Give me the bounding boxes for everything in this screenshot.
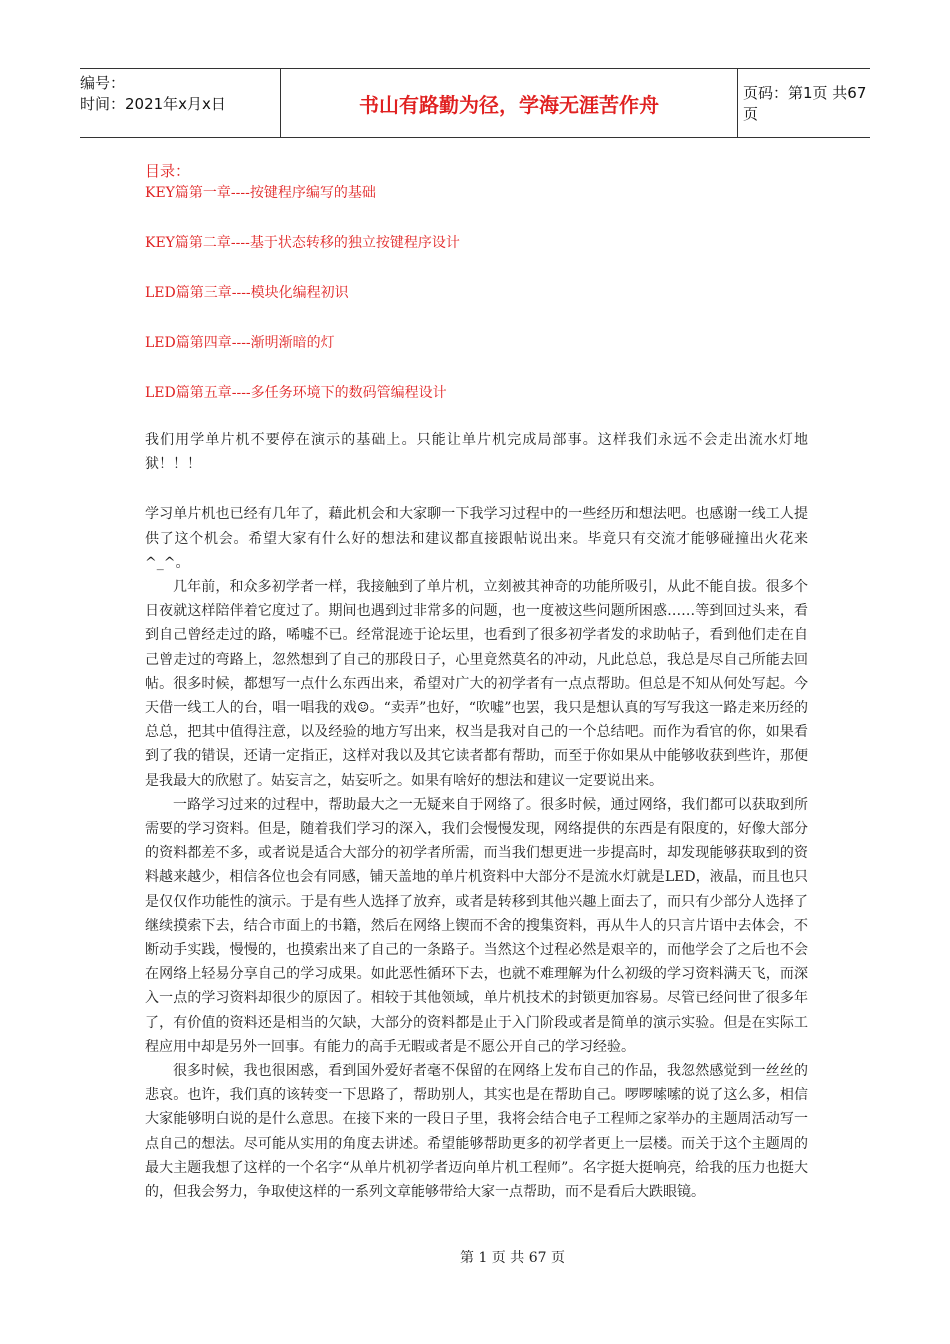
page-footer: 第 1 页 共 67 页 bbox=[460, 1250, 565, 1266]
header-left-cell bbox=[80, 69, 280, 141]
intro-paragraph: 我们用学单片机不要停在演示的基础上。只能让单片机完成局部事。这样我们永远不会走出流水灯地狱！！！ bbox=[145, 432, 808, 473]
body-paragraph: 一路学习过来的过程中，帮助最大之一无疑来自于网络了。很多时候，通过网络，我们都可以获取到所需要的学习资料。但是，随着我们学习的深入，我们会慢慢发现，网络提供的东西是有限度的，好像大部分的资料都差不多，或者说是适合大部分的初学者所需，而当我们想更进一步提高时，却发现能够获取到的资料越来越少，相信各位也会有同感，铺天盖地的单片机资料中大部分不是流水灯就是LED，液晶，而且也只是仅仅作功能性的演示。于是有些人选择了放弃，或者是转移到其他兴趣上面去了，而只有少部分人选择了继续摸索下去，结合市面上的书籍，然后在网络上锲而不舍的搜集资料，再从牛人的只言片语中去体会，不断动手实践，慢慢的，也摸索出来了自己的一条路子。当然这个过程必然是艰辛的，而他学会了之后也不会在网络上轻易分享自己的学习成果。如此恶性循环下去，也就不难理解为什么初级的学习资料满天飞，而深入一点的学习资料却很少的原因了。相较于其他领域，单片机技术的封锁更加容易。尽管已经问世了很多年了，有价值的资料还是相当的欠缺，大部分的资料都是止于入门阶段或者是简单的演示实验。但是在实际工程应用中却是另外一回事。有能力的高手无暇或者是不愿公开自己的学习经验。 bbox=[145, 796, 808, 1055]
toc-item: LED篇第四章----渐明渐暗的灯 bbox=[145, 335, 335, 351]
toc-item: LED篇第三章----模块化编程初识 bbox=[145, 285, 349, 301]
toc-item: KEY篇第一章----按键程序编写的基础 bbox=[145, 185, 376, 201]
body-paragraph: 很多时候，我也很困惑，看到国外爱好者毫不保留的在网络上发布自己的作品，我忽然感觉到一丝丝的悲哀。也许，我们真的该转变一下思路了，帮助别人，其实也是在帮助自己。啰啰嗦嗦的说了这么多，相信大家能够明白说的是什么意思。在接下来的一段日子里，我将会结合电子工程师之家举办的主题周活动写一点自己的想法。尽可能从实用的角度去讲述。希望能够帮助更多的初学者更上一层楼。而关于这个主题周的最大主题我想了这样的一个名字“从单片机初学者迈向单片机工程师”。名字挺大挺响亮，给我的压力也挺大的，但我会努力，争取使这样的一系列文章能够带给大家一点帮助，而不是看后大跌眼镜。 bbox=[145, 1063, 808, 1201]
page-header bbox=[80, 68, 870, 138]
date-label: 时间：2021年x月x日 bbox=[80, 95, 226, 113]
toc-item: LED篇第五章----多任务环境下的数码管编程设计 bbox=[145, 385, 447, 401]
header-page-label: 页码：第1页 共67页 bbox=[743, 84, 867, 123]
body-paragraph: 学习单片机也已经有几年了，藉此机会和大家聊一下我学习过程中的一些经历和想法吧。也感谢一线工人提供了这个机会。希望大家有什么好的想法和建议都直接跟帖说出来。毕竟只有交流才能够碰撞出火花来^_^。 bbox=[145, 506, 808, 571]
toc-title: 目录： bbox=[145, 162, 191, 180]
toc-item: KEY篇第二章----基于状态转移的独立按键程序设计 bbox=[145, 235, 460, 251]
document-body bbox=[145, 160, 808, 1204]
header-motto: 书山有路勤为径，学海无涯苦作舟 bbox=[280, 69, 738, 137]
toc-list bbox=[145, 182, 808, 404]
number-label: 编号： bbox=[80, 74, 126, 92]
body-paragraph: 几年前，和众多初学者一样，我接触到了单片机，立刻被其神奇的功能所吸引，从此不能自拔。很多个日夜就这样陪伴着它度过了。期间也遇到过非常多的问题，也一度被这些问题所困惑……等到回过头来，看到自己曾经走过的路，唏嘘不已。经常混迹于论坛里，也看到了很多初学者发的求助帖子，看到他们走在自己曾走过的弯路上，忽然想到了自己的那段日子，心里竟然莫名的冲动，凡此总总，我总是尽自己所能去回帖。很多时候，都想写一点什么东西出来，希望对广大的初学者有一点点帮助。但总是不知从何处写起。今天借一线工人的台，唱一唱我的戏☺。“卖弄”也好，“吹嘘”也罢，我只是想认真的写写我这一路走来历经的总总，把其中值得注意，以及经验的地方写出来，权当是我对自己的一个总结吧。而作为看官的你，如果看到了我的错误，还请一定指正，这样对我以及其它读者都有帮助，而至于你如果从中能够收获到些许，那便是我最大的欣慰了。姑妄言之，姑妄听之。如果有啥好的想法和建议一定要说出来。 bbox=[145, 579, 808, 789]
